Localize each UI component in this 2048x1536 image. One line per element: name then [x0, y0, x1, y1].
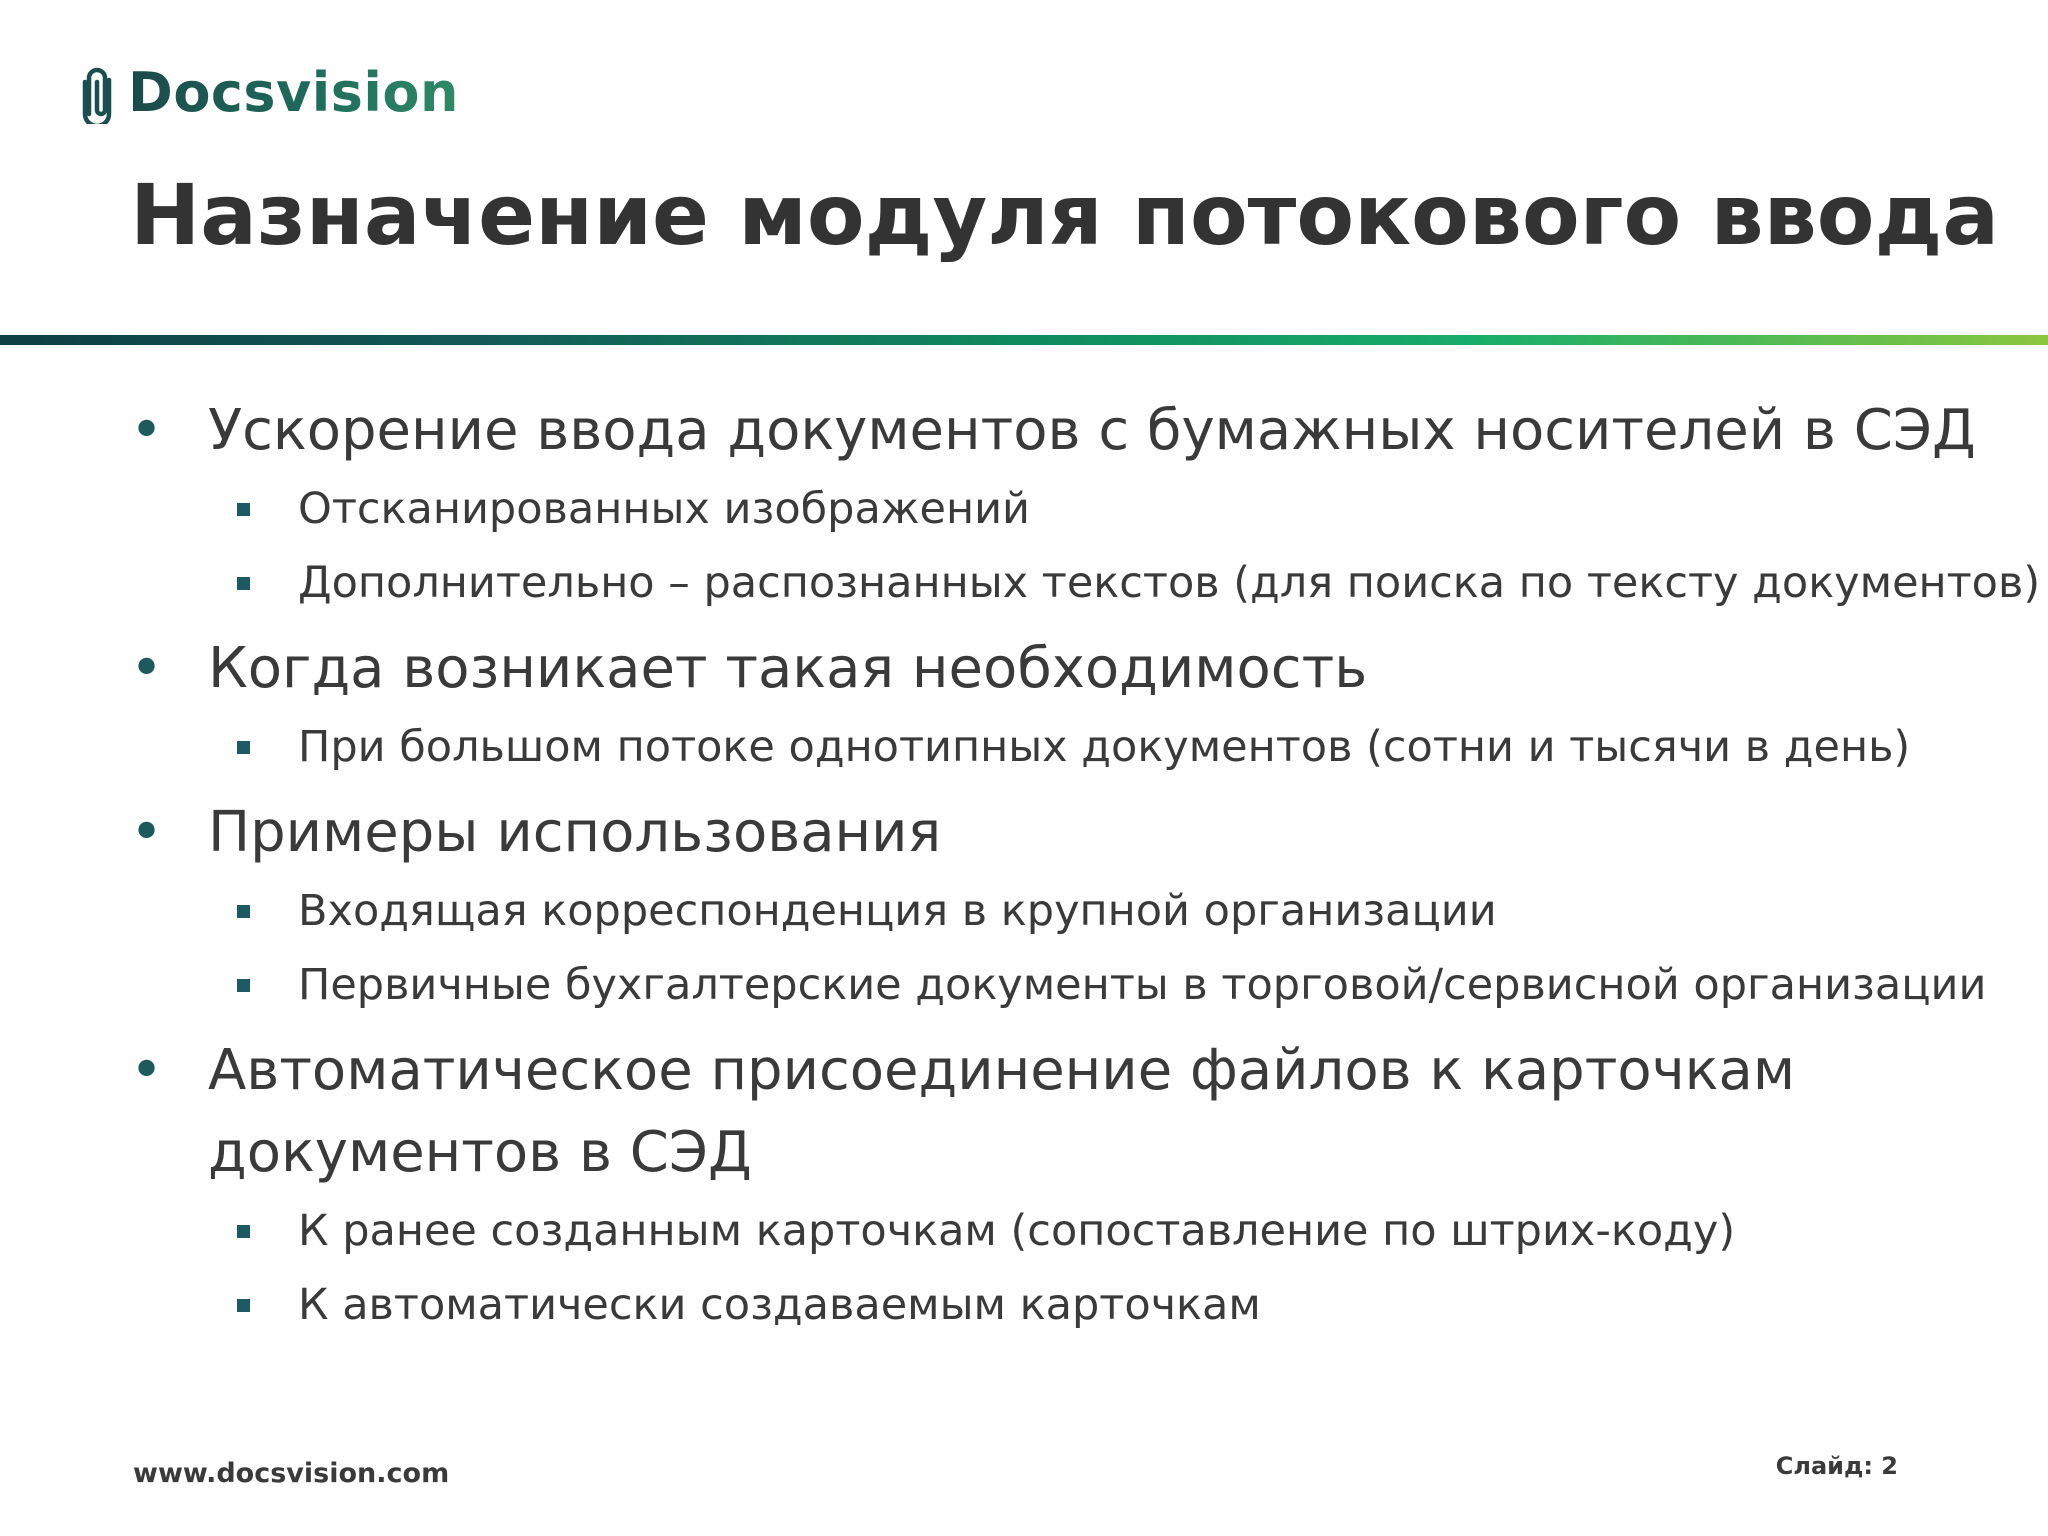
bullet-text: Примеры использования [208, 800, 942, 865]
spacer [130, 784, 2010, 792]
square-bullet-icon [237, 577, 250, 590]
bullet-dot-icon: • [130, 800, 164, 865]
sub-bullet-item [130, 710, 2010, 784]
bullet-item [130, 390, 2010, 472]
header-divider [0, 335, 2048, 345]
bullet-dot-icon: • [130, 1038, 164, 1103]
sub-bullet-text: Первичные бухгалтерские документы в торговой/сервисной организации [298, 960, 1987, 1010]
sub-bullet-text: Дополнительно – распознанных текстов (для поиска по тексту документов) [298, 558, 2041, 608]
paperclip-icon [80, 62, 114, 124]
logo-text: Docsvision [128, 58, 459, 128]
sub-bullet-item [130, 1194, 2010, 1268]
slide-number: Слайд: 2 [1775, 1452, 1898, 1480]
square-bullet-icon [237, 1225, 250, 1238]
sub-bullet-item [130, 546, 2041, 620]
bullet-item [130, 792, 2010, 874]
footer-website-link[interactable]: www.docsvision.com [133, 1458, 450, 1489]
square-bullet-icon [237, 503, 250, 516]
sub-bullet-text: К ранее созданным карточкам (сопоставление по штрих-коду) [298, 1206, 1736, 1256]
bullet-list [130, 390, 2041, 1342]
square-bullet-icon [237, 741, 250, 754]
bullet-text: Ускорение ввода документов с бумажных носителей в СЭД [208, 398, 1976, 463]
bullet-dot-icon: • [130, 636, 164, 701]
sub-bullet-text: Входящая корреспонденция в крупной организации [298, 886, 1497, 936]
spacer [130, 620, 2010, 628]
sub-bullet-text: Отсканированных изображений [298, 484, 1030, 534]
bullet-item [130, 1030, 2010, 1194]
sub-bullet-item [130, 948, 2010, 1022]
docsvision-logo [80, 58, 459, 128]
square-bullet-icon [237, 1299, 250, 1312]
square-bullet-icon [237, 905, 250, 918]
bullet-text: Когда возникает такая необходимость [208, 636, 1368, 701]
square-bullet-icon [237, 979, 250, 992]
bullet-dot-icon: • [130, 398, 164, 463]
page-title: Назначение модуля потокового ввода [130, 166, 2000, 264]
bullet-text-line: Автоматическое присоединение файлов к карточкам [208, 1038, 1796, 1103]
sub-bullet-item [130, 874, 2010, 948]
sub-bullet-item [130, 472, 2010, 546]
sub-bullet-text: При большом потоке однотипных документов (сотни и тысячи в день) [298, 722, 1911, 772]
bullet-item [130, 628, 2010, 710]
sub-bullet-text: К автоматически создаваемым карточкам [298, 1280, 1261, 1330]
bullet-text-line: документов в СЭД [208, 1120, 752, 1185]
sub-bullet-item [130, 1268, 2010, 1342]
spacer [130, 1022, 2010, 1030]
